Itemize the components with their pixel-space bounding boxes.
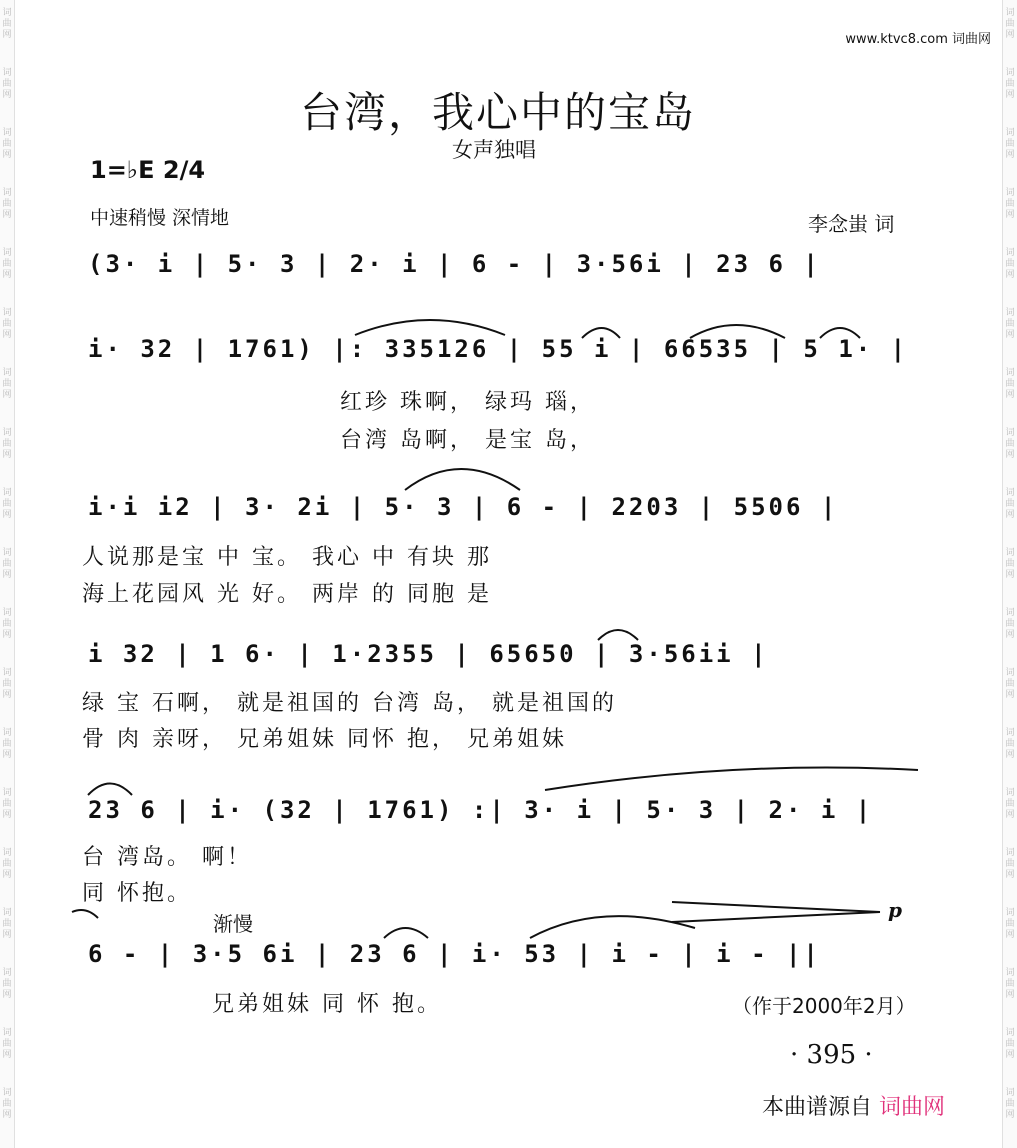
side-watermark-label: 词曲网: [2, 68, 12, 100]
lyric-row-4-verse-1: 绿 宝 石啊， 就是祖国的 台湾 岛， 就是祖国的: [82, 691, 617, 716]
side-watermark-label: 词曲网: [1005, 488, 1015, 520]
song-subtitle: 女声独唱: [452, 138, 536, 162]
notation-row-4: i 32 | 1 6· | 1·2355 | 65650 | 3·56ii |: [88, 640, 769, 668]
side-watermark-label: 词曲网: [1005, 908, 1015, 940]
side-watermark-label: 词曲网: [2, 908, 12, 940]
side-watermark-label: 词曲网: [1005, 68, 1015, 100]
lyric-row-2-verse-2: 台湾 岛啊， 是宝 岛，: [340, 428, 595, 453]
slur-3: [690, 325, 785, 338]
side-watermark-label: 词曲网: [1005, 668, 1015, 700]
lyricist-credit: 李念蚩 词: [808, 212, 895, 236]
side-watermark-label: 词曲网: [2, 548, 12, 580]
side-watermark-label: 词曲网: [2, 368, 12, 400]
key-signature: 1=♭E 2/4: [90, 156, 206, 184]
lyric-row-3-verse-1: 人说那是宝 中 宝。 我心 中 有块 那: [82, 545, 492, 570]
lyric-row-6-verse-1: 兄弟姐妹 同 怀 抱。: [212, 992, 442, 1017]
side-watermark-label: 词曲网: [1005, 728, 1015, 760]
side-watermark-label: 词曲网: [1005, 1088, 1015, 1120]
page-number: · 395 ·: [790, 1040, 873, 1070]
lyric-row-2-verse-1: 红珍 珠啊， 绿玛 瑙，: [340, 390, 595, 415]
footer-prefix: 本曲谱源自: [762, 1095, 873, 1120]
side-watermark-label: 词曲网: [2, 428, 12, 460]
side-watermark-label: 词曲网: [2, 188, 12, 220]
slur-6: [598, 630, 638, 640]
notation-row-2: i· 32 | 1761) |: 335126 | 55 i | 66535 | 5 1· |: [88, 335, 909, 363]
side-watermark-label: 词曲网: [2, 1028, 12, 1060]
side-watermark-label: 词曲网: [1005, 848, 1015, 880]
slur-11: [530, 916, 695, 938]
side-watermark-label: 词曲网: [2, 848, 12, 880]
side-watermark-label: 词曲网: [2, 308, 12, 340]
lyric-row-5-verse-2: 同 怀抱。: [82, 881, 192, 906]
lyric-row-4-verse-2: 骨 肉 亲呀， 兄弟姐妹 同怀 抱， 兄弟姐妹: [82, 727, 567, 752]
slur-7: [88, 784, 132, 796]
tempo-change-marking: 渐慢: [213, 912, 253, 936]
site-label: www.ktvc8.com 词曲网: [845, 32, 991, 47]
slur-8: [545, 768, 918, 791]
slur-9: [72, 910, 98, 918]
side-watermark-label: 词曲网: [1005, 548, 1015, 580]
side-watermark-label: 词曲网: [1005, 248, 1015, 280]
hairpin-upper: [672, 902, 880, 912]
lyric-row-3-verse-2: 海上花园风 光 好。 两岸 的 同胞 是: [82, 582, 492, 607]
notation-row-6: 6 - | 3·5 6i | 23 6 | i· 53 | i - | i - ||: [88, 940, 821, 968]
footer-brand-link[interactable]: 词曲网: [879, 1095, 946, 1120]
lyric-row-5-verse-1: 台 湾岛。 啊！: [82, 845, 252, 870]
tempo-marking: 中速稍慢 深情地: [90, 207, 230, 229]
side-watermark-label: 词曲网: [2, 968, 12, 1000]
side-watermark-label: 词曲网: [2, 728, 12, 760]
side-watermark-label: 词曲网: [2, 488, 12, 520]
slur-1: [355, 320, 505, 335]
notation-row-5: 23 6 | i· (32 | 1761) :| 3· i | 5· 3 | 2· i |: [88, 796, 874, 824]
dynamic-marking: p: [888, 898, 902, 922]
side-watermark-label: 词曲网: [2, 1088, 12, 1120]
hairpin-lower: [672, 912, 880, 922]
slur-2: [582, 328, 620, 338]
side-watermark-label: 词曲网: [1005, 368, 1015, 400]
notation-row-1: (3· i | 5· 3 | 2· i | 6 - | 3·56i | 23 6 |: [88, 250, 821, 278]
composition-date: （作于2000年2月）: [732, 994, 916, 1018]
side-watermark-label: 词曲网: [2, 8, 12, 40]
notation-row-3: i·i i2 | 3· 2i | 5· 3 | 6 - | 2203 | 5506 |: [88, 493, 839, 521]
slur-10: [384, 928, 428, 938]
side-watermark-label: 词曲网: [1005, 608, 1015, 640]
side-watermark-label: 词曲网: [1005, 188, 1015, 220]
side-watermark-label: 词曲网: [1005, 8, 1015, 40]
side-watermark-label: 词曲网: [1005, 968, 1015, 1000]
side-watermark-label: 词曲网: [2, 788, 12, 820]
side-watermark-label: 词曲网: [1005, 788, 1015, 820]
side-watermark-label: 词曲网: [2, 128, 12, 160]
side-watermark-label: 词曲网: [2, 608, 12, 640]
song-title: 台湾，我心中的宝岛: [300, 88, 697, 137]
side-watermark-label: 词曲网: [1005, 428, 1015, 460]
side-watermark-label: 词曲网: [2, 668, 12, 700]
side-watermark-label: 词曲网: [1005, 308, 1015, 340]
slur-4: [820, 328, 860, 338]
slur-5: [405, 469, 520, 490]
side-watermark-label: 词曲网: [1005, 1028, 1015, 1060]
side-watermark-label: 词曲网: [2, 248, 12, 280]
side-watermark-label: 词曲网: [1005, 128, 1015, 160]
